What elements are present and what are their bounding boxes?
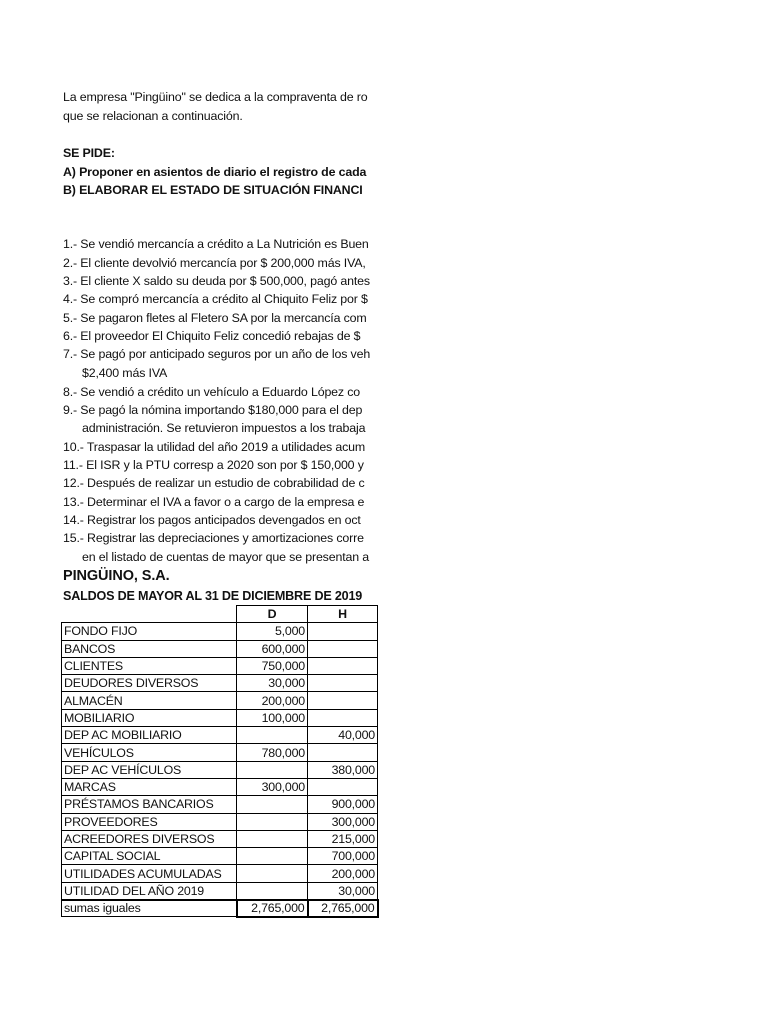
credit-cell: 40,000 — [308, 727, 378, 744]
ledger-header-account — [62, 606, 237, 623]
debit-cell: 750,000 — [237, 657, 308, 674]
account-name: BANCOS — [62, 640, 237, 657]
account-name: PRÉSTAMOS BANCARIOS — [62, 796, 237, 813]
credit-cell: 30,000 — [308, 882, 378, 899]
table-row — [62, 657, 378, 674]
debit-cell: 300,000 — [237, 778, 308, 795]
account-name: MARCAS — [62, 778, 237, 795]
account-name: CLIENTES — [62, 657, 237, 674]
ledger-header-credit: H — [308, 606, 378, 623]
debit-cell — [237, 848, 308, 865]
table-row — [62, 848, 378, 865]
debit-cell — [237, 882, 308, 899]
debit-cell — [237, 830, 308, 847]
debit-cell: 5,000 — [237, 623, 308, 640]
account-name: DEP AC VEHÍCULOS — [62, 761, 237, 778]
operation-7: 7.- Se pagó por anticipado seguros por un año de los veh — [63, 347, 371, 361]
operation-1: 1.- Se vendió mercancía a crédito a La Nutrición es Buen — [63, 237, 369, 251]
debit-cell: 600,000 — [237, 640, 308, 657]
table-row — [62, 778, 378, 795]
table-row — [62, 727, 378, 744]
table-row — [62, 830, 378, 847]
credit-cell: 215,000 — [308, 830, 378, 847]
operation-3: 3.- El cliente X saldo su deuda por $ 500,000, pagó antes — [63, 274, 370, 288]
credit-cell — [308, 778, 378, 795]
operation-6: 6.- El proveedor El Chiquito Feliz concedió rebajas de $ — [63, 329, 361, 343]
credit-cell — [308, 623, 378, 640]
requirement-b: B) ELABORAR EL ESTADO DE SITUACIÓN FINANCI — [63, 183, 363, 197]
operation-14: 14.- Registrar los pagos anticipados devengados en oct — [63, 513, 361, 527]
se-pide-heading: SE PIDE: — [63, 146, 115, 160]
ledger-header-debit: D — [237, 606, 308, 623]
operation-4: 4.- Se compró mercancía a crédito al Chiquito Feliz por $ — [63, 292, 368, 306]
requirement-a: A) Proponer en asientos de diario el registro de cada — [63, 165, 367, 179]
account-name: DEP AC MOBILIARIO — [62, 727, 237, 744]
debit-cell — [237, 813, 308, 830]
debit-cell — [237, 796, 308, 813]
debit-cell: 780,000 — [237, 744, 308, 761]
table-row — [62, 796, 378, 813]
operation-7-continued: $2,400 más IVA — [82, 366, 168, 380]
operation-10: 10.- Traspasar la utilidad del año 2019 a utilidades acum — [63, 440, 366, 454]
total-label: sumas iguales — [62, 900, 237, 917]
operation-15: 15.- Registrar las depreciaciones y amortizaciones corre — [63, 531, 364, 545]
company-name: PINGÜINO, S.A. — [63, 568, 170, 584]
debit-cell — [237, 761, 308, 778]
account-name: UTILIDADES ACUMULADAS — [62, 865, 237, 882]
account-name: PROVEEDORES — [62, 813, 237, 830]
credit-cell — [308, 692, 378, 709]
credit-cell — [308, 744, 378, 761]
operation-12: 12.- Después de realizar un estudio de cobrabilidad de c — [63, 476, 365, 490]
total-debit: 2,765,000 — [237, 900, 308, 917]
debit-cell: 30,000 — [237, 675, 308, 692]
account-name: MOBILIARIO — [62, 709, 237, 726]
credit-cell — [308, 709, 378, 726]
ledger-total-row — [62, 900, 378, 917]
operation-2: 2.- El cliente devolvió mercancía por $ 200,000 más IVA, — [63, 256, 366, 270]
table-row — [62, 865, 378, 882]
account-name: UTILIDAD DEL AÑO 2019 — [62, 882, 237, 899]
credit-cell: 200,000 — [308, 865, 378, 882]
operation-9: 9.- Se pagó la nómina importando $180,000 para el dep — [63, 403, 363, 417]
table-row — [62, 761, 378, 778]
intro-line-2: que se relacionan a continuación. — [63, 109, 243, 123]
credit-cell — [308, 657, 378, 674]
operation-5: 5.- Se pagaron fletes al Fletero SA por la mercancía com — [63, 311, 367, 325]
table-row — [62, 675, 378, 692]
account-name: CAPITAL SOCIAL — [62, 848, 237, 865]
credit-cell — [308, 675, 378, 692]
table-row — [62, 813, 378, 830]
account-name: DEUDORES DIVERSOS — [62, 675, 237, 692]
credit-cell: 900,000 — [308, 796, 378, 813]
credit-cell — [308, 640, 378, 657]
table-row — [62, 709, 378, 726]
account-name: FONDO FIJO — [62, 623, 237, 640]
credit-cell: 380,000 — [308, 761, 378, 778]
debit-cell: 200,000 — [237, 692, 308, 709]
account-name: VEHÍCULOS — [62, 744, 237, 761]
credit-cell: 300,000 — [308, 813, 378, 830]
table-row — [62, 882, 378, 899]
intro-line-1: La empresa "Pingüino" se dedica a la compraventa de ro — [63, 90, 368, 104]
account-name: ALMACÉN — [62, 692, 237, 709]
table-row — [62, 744, 378, 761]
table-row — [62, 640, 378, 657]
debit-cell: 100,000 — [237, 709, 308, 726]
operation-8: 8.- Se vendió a crédito un vehículo a Eduardo López co — [63, 385, 361, 399]
operation-11: 11.- El ISR y la PTU corresp a 2020 son por $ 150,000 y — [63, 458, 364, 472]
account-name: ACREEDORES DIVERSOS — [62, 830, 237, 847]
debit-cell — [237, 727, 308, 744]
operation-9-continued: administración. Se retuvieron impuestos a los trabaja — [82, 421, 366, 435]
credit-cell: 700,000 — [308, 848, 378, 865]
table-row — [62, 692, 378, 709]
operation-13: 13.- Determinar el IVA a favor o a cargo de la empresa e — [63, 495, 365, 509]
ledger-table — [61, 605, 379, 918]
ledger-title: SALDOS DE MAYOR AL 31 DE DICIEMBRE DE 2019 — [63, 589, 363, 603]
total-credit: 2,765,000 — [308, 900, 378, 917]
document-page — [0, 0, 380, 1024]
debit-cell — [237, 865, 308, 882]
table-row — [62, 623, 378, 640]
operation-15-continued: en el listado de cuentas de mayor que se presentan a — [82, 550, 370, 564]
ledger-header-row — [62, 606, 378, 623]
